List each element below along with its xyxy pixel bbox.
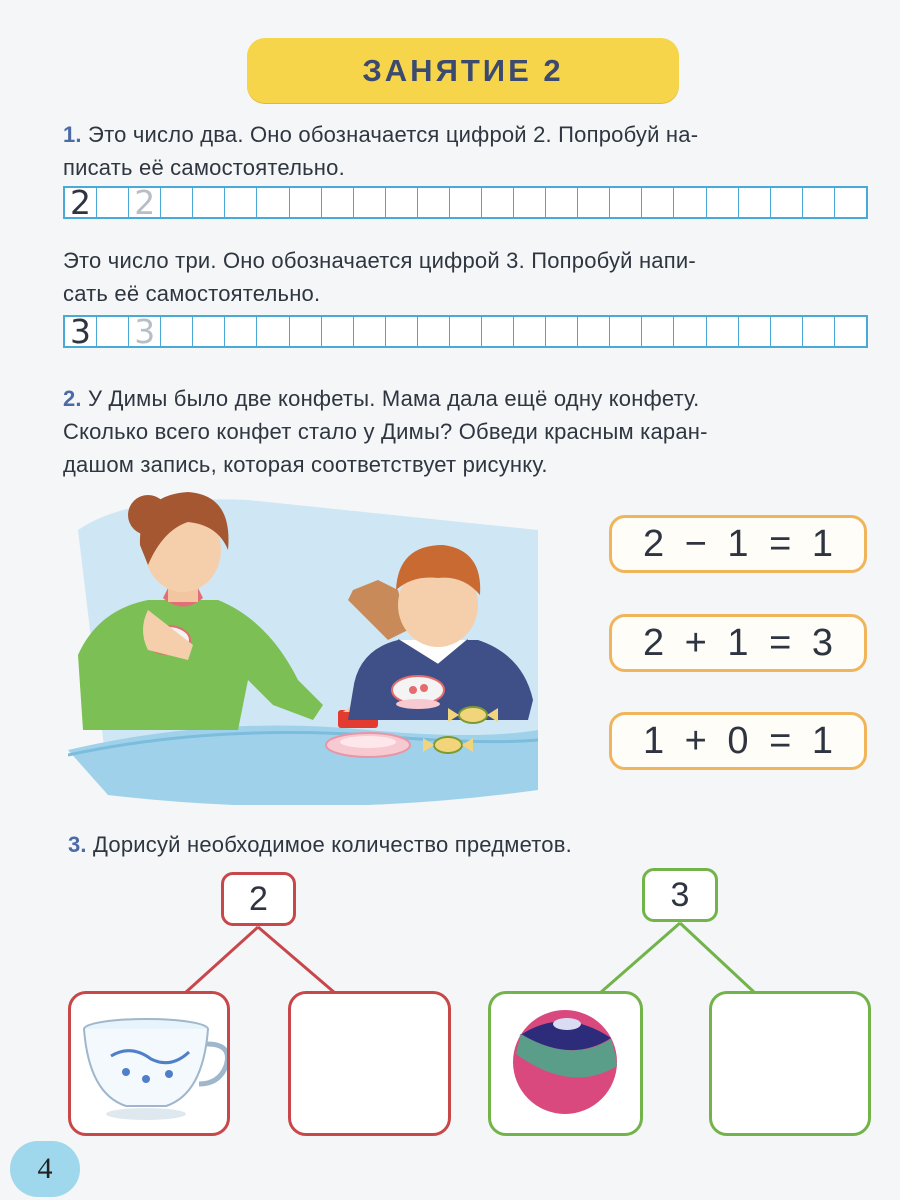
task2-line2: Сколько всего конфет стало у Димы? Обведи красным каран- bbox=[63, 419, 708, 444]
lesson-title: ЗАНЯТИЕ 2 bbox=[247, 38, 679, 103]
task2-line3: дашом запись, которая соответствует рисунку. bbox=[63, 452, 548, 477]
cup-box bbox=[68, 991, 230, 1136]
trace-digit-two[interactable]: 2 bbox=[129, 188, 161, 217]
task3-instruction: Дорисуй необходимое количество предметов. bbox=[86, 832, 572, 857]
trace-digit-three[interactable]: 3 bbox=[129, 317, 161, 346]
task1-number: 1. bbox=[63, 122, 82, 147]
equation-option-1[interactable]: 2 − 1 = 1 bbox=[609, 515, 867, 573]
equation-option-2[interactable]: 2 + 1 = 3 bbox=[609, 614, 867, 672]
task1-line2: писать её самостоятельно. bbox=[63, 155, 345, 180]
teacup-icon bbox=[71, 994, 227, 1133]
page-number: 4 bbox=[10, 1141, 80, 1197]
task3-number: 3. bbox=[68, 832, 87, 857]
equation-option-3[interactable]: 1 + 0 = 1 bbox=[609, 712, 867, 770]
empty-drawing-box-right[interactable] bbox=[709, 991, 871, 1136]
task1-line1: Это число два. Оно обозначается цифрой 2. Попробуй на- bbox=[81, 122, 699, 147]
ball-icon bbox=[491, 994, 640, 1133]
count-bubble-two: 2 bbox=[221, 872, 296, 926]
ball-box bbox=[488, 991, 643, 1136]
task1-three-line1: Это число три. Оно обозначается цифрой 3. Попробуй напи- bbox=[63, 248, 696, 273]
sample-digit-three: 3 bbox=[65, 317, 97, 346]
sample-digit-two: 2 bbox=[65, 188, 97, 217]
count-bubble-three: 3 bbox=[642, 868, 718, 922]
task2-number: 2. bbox=[63, 386, 82, 411]
empty-drawing-box-left[interactable] bbox=[288, 991, 451, 1136]
task1-three-line2: сать её самостоятельно. bbox=[63, 281, 321, 306]
task2-line1: У Димы было две конфеты. Мама дала ещё одну конфету. bbox=[81, 386, 700, 411]
